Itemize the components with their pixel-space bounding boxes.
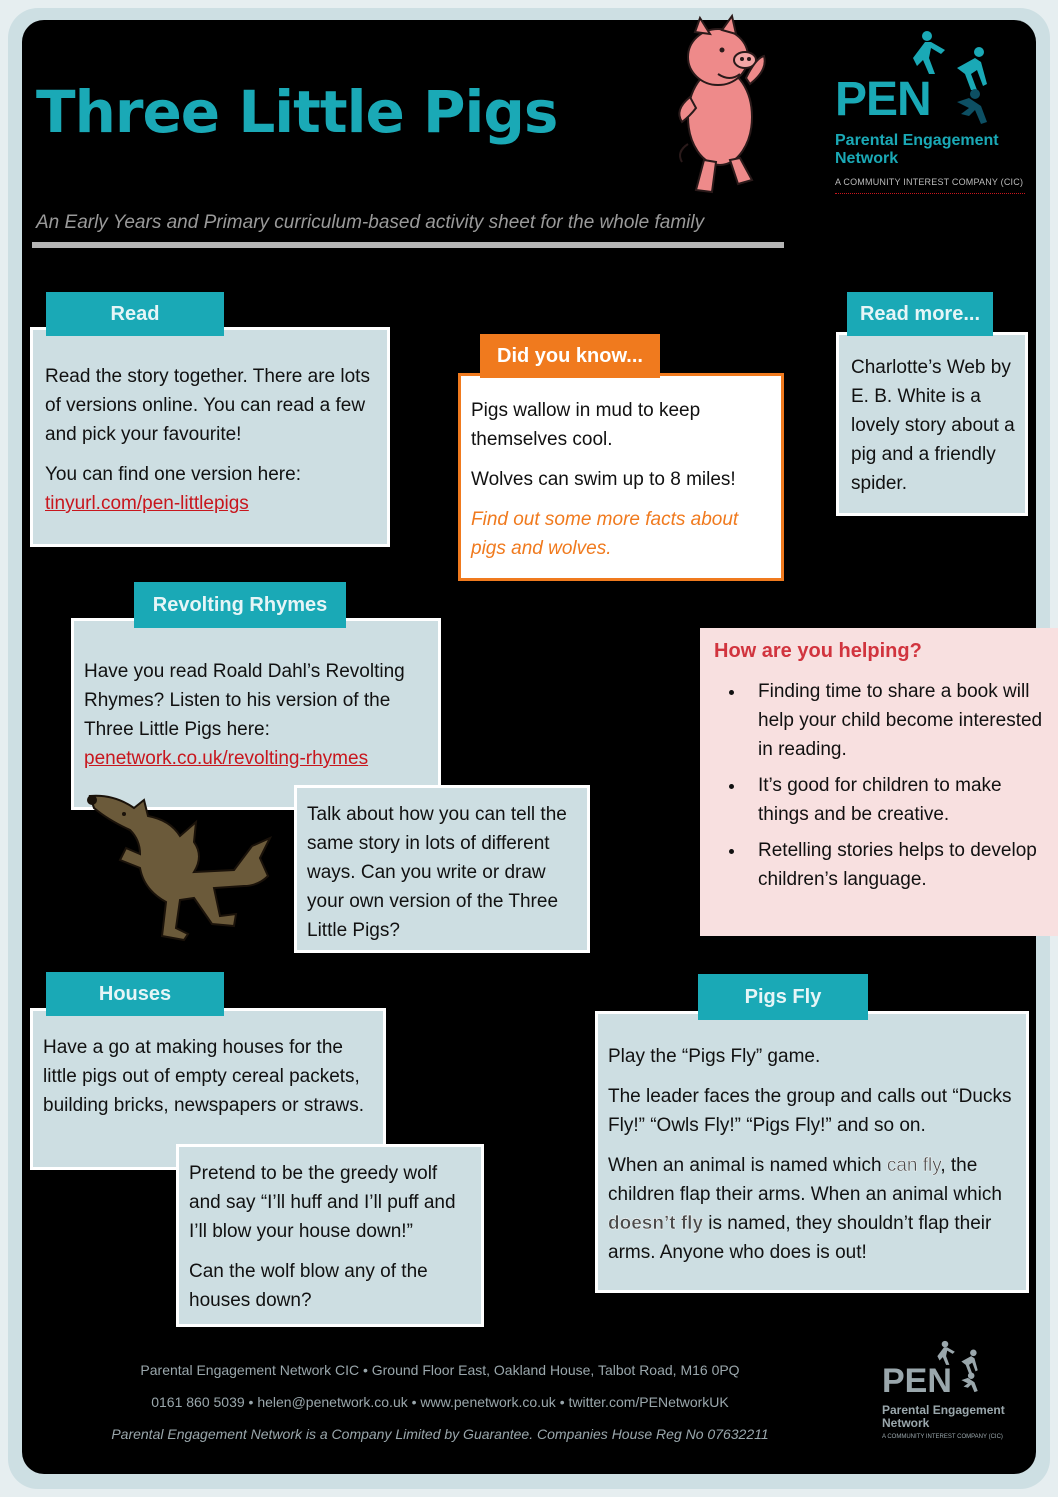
- pen-footer-abbr: PEN: [882, 1362, 952, 1400]
- pigs-fly-can-fly: can fly: [886, 1155, 941, 1176]
- helping-list: [714, 677, 1046, 894]
- talk-panel: [294, 785, 590, 953]
- wolf-illustration-icon: [84, 786, 284, 946]
- pigs-fly-details-part: , the children flap their arms. When an animal which: [608, 1155, 1002, 1205]
- helping-title: How are you helping?: [714, 640, 922, 662]
- helping-item: • Retelling stories helps to develop children’s language.: [746, 836, 1046, 894]
- read-text: Read the story together. There are lots of versions online. You can read a few and pick your favourite!: [45, 366, 370, 445]
- read-more-panel: [836, 332, 1028, 516]
- pen-footer-tagline: A COMMUNITY INTEREST COMPANY (CIC): [882, 1434, 1003, 1440]
- tab-revolting-rhymes: Revolting Rhymes: [134, 582, 346, 628]
- tab-did-you-know: Did you know...: [480, 334, 660, 378]
- talk-text: Talk about how you can tell the same story in lots of different ways. Can you write or draw your own version of the Three Little Pigs?: [307, 804, 567, 941]
- pretend-panel: [176, 1144, 484, 1327]
- page-subtitle: An Early Years and Primary curriculum-based activity sheet for the whole family: [36, 212, 705, 233]
- footer-address: Parental Engagement Network CIC • Ground Floor East, Oakland House, Talbot Road, M16 0PQ: [140, 1362, 740, 1378]
- helping-item: • Finding time to share a book will help your child become interested in reading.: [746, 677, 1046, 764]
- pen-logo-underline: [835, 193, 1025, 194]
- revolting-rhymes-panel: [71, 618, 441, 810]
- page-title: Three Little Pigs: [36, 78, 558, 146]
- pen-footer-name-line2: Network: [882, 1416, 930, 1430]
- fact-wolves: Wolves can swim up to 8 miles!: [471, 469, 736, 490]
- read-link-intro: You can find one version here:: [45, 464, 301, 485]
- read-panel: [30, 327, 390, 547]
- revolting-rhymes-link[interactable]: penetwork.co.uk/revolting-rhymes: [84, 748, 369, 769]
- read-more-text: Charlotte’s Web by E. B. White is a lovely story about a pig and a friendly spider.: [851, 357, 1015, 494]
- pig-illustration-icon: [660, 12, 780, 197]
- tab-pigs-fly: Pigs Fly: [698, 974, 868, 1020]
- houses-text: Have a go at making houses for the little pigs out of empty cereal packets, building bricks, newspapers or straws.: [43, 1037, 365, 1116]
- pretend-question: Can the wolf blow any of the houses down?: [189, 1261, 428, 1311]
- pigs-fly-details-part: is named, they shouldn’t flap their arms. Anyone who does is out!: [608, 1213, 992, 1263]
- pigs-fly-panel: [595, 1011, 1029, 1293]
- pigs-fly-rules: The leader faces the group and calls out “Ducks Fly!” “Owls Fly!” “Pigs Fly!” and so on.: [608, 1086, 1012, 1136]
- pen-logo-tagline: A COMMUNITY INTEREST COMPANY (CIC): [835, 177, 1024, 187]
- revolting-rhymes-text: Have you read Roald Dahl’s Revolting Rhymes? Listen to his version of the Three Little Pigs here:: [84, 661, 405, 740]
- helping-item: • It’s good for children to make things and be creative.: [746, 771, 1046, 829]
- read-story-link[interactable]: tinyurl.com/pen-littlepigs: [45, 493, 249, 514]
- facts-link[interactable]: Find out some more facts about pigs and wolves.: [471, 509, 739, 559]
- fact-pigs: Pigs wallow in mud to keep themselves cool.: [471, 400, 701, 450]
- pen-footer-name: [882, 1404, 1005, 1430]
- pigs-fly-details-part: When an animal is named which: [608, 1155, 887, 1176]
- pretend-text: Pretend to be the greedy wolf and say “I’ll huff and I’ll puff and I’ll blow your house down!”: [189, 1163, 456, 1242]
- helping-panel: [700, 628, 1058, 936]
- subtitle-divider: [32, 242, 784, 248]
- did-you-know-panel: [458, 373, 784, 581]
- footer-company-info: Parental Engagement Network is a Company Limited by Guarantee. Companies House Reg No 07632211: [111, 1426, 769, 1442]
- pen-footer-name-line1: Parental Engagement: [882, 1403, 1005, 1417]
- pen-logo-name-line1: Parental Engagement: [835, 132, 999, 149]
- tab-read-more: Read more...: [847, 292, 993, 336]
- pigs-fly-intro: Play the “Pigs Fly” game.: [608, 1046, 821, 1067]
- pen-logo-name: [835, 132, 999, 168]
- tab-houses: Houses: [46, 972, 224, 1016]
- footer-contact: 0161 860 5039 • helen@penetwork.co.uk • www.penetwork.co.uk • twitter.com/PENetworkUK: [151, 1394, 729, 1410]
- pen-logo-name-line2: Network: [835, 150, 899, 167]
- pen-logo-abbr: PEN: [835, 73, 931, 126]
- pigs-fly-doesnt-fly: doesn’t fly: [608, 1213, 704, 1234]
- pigs-fly-details: [608, 1151, 1016, 1267]
- tab-read: Read: [46, 292, 224, 336]
